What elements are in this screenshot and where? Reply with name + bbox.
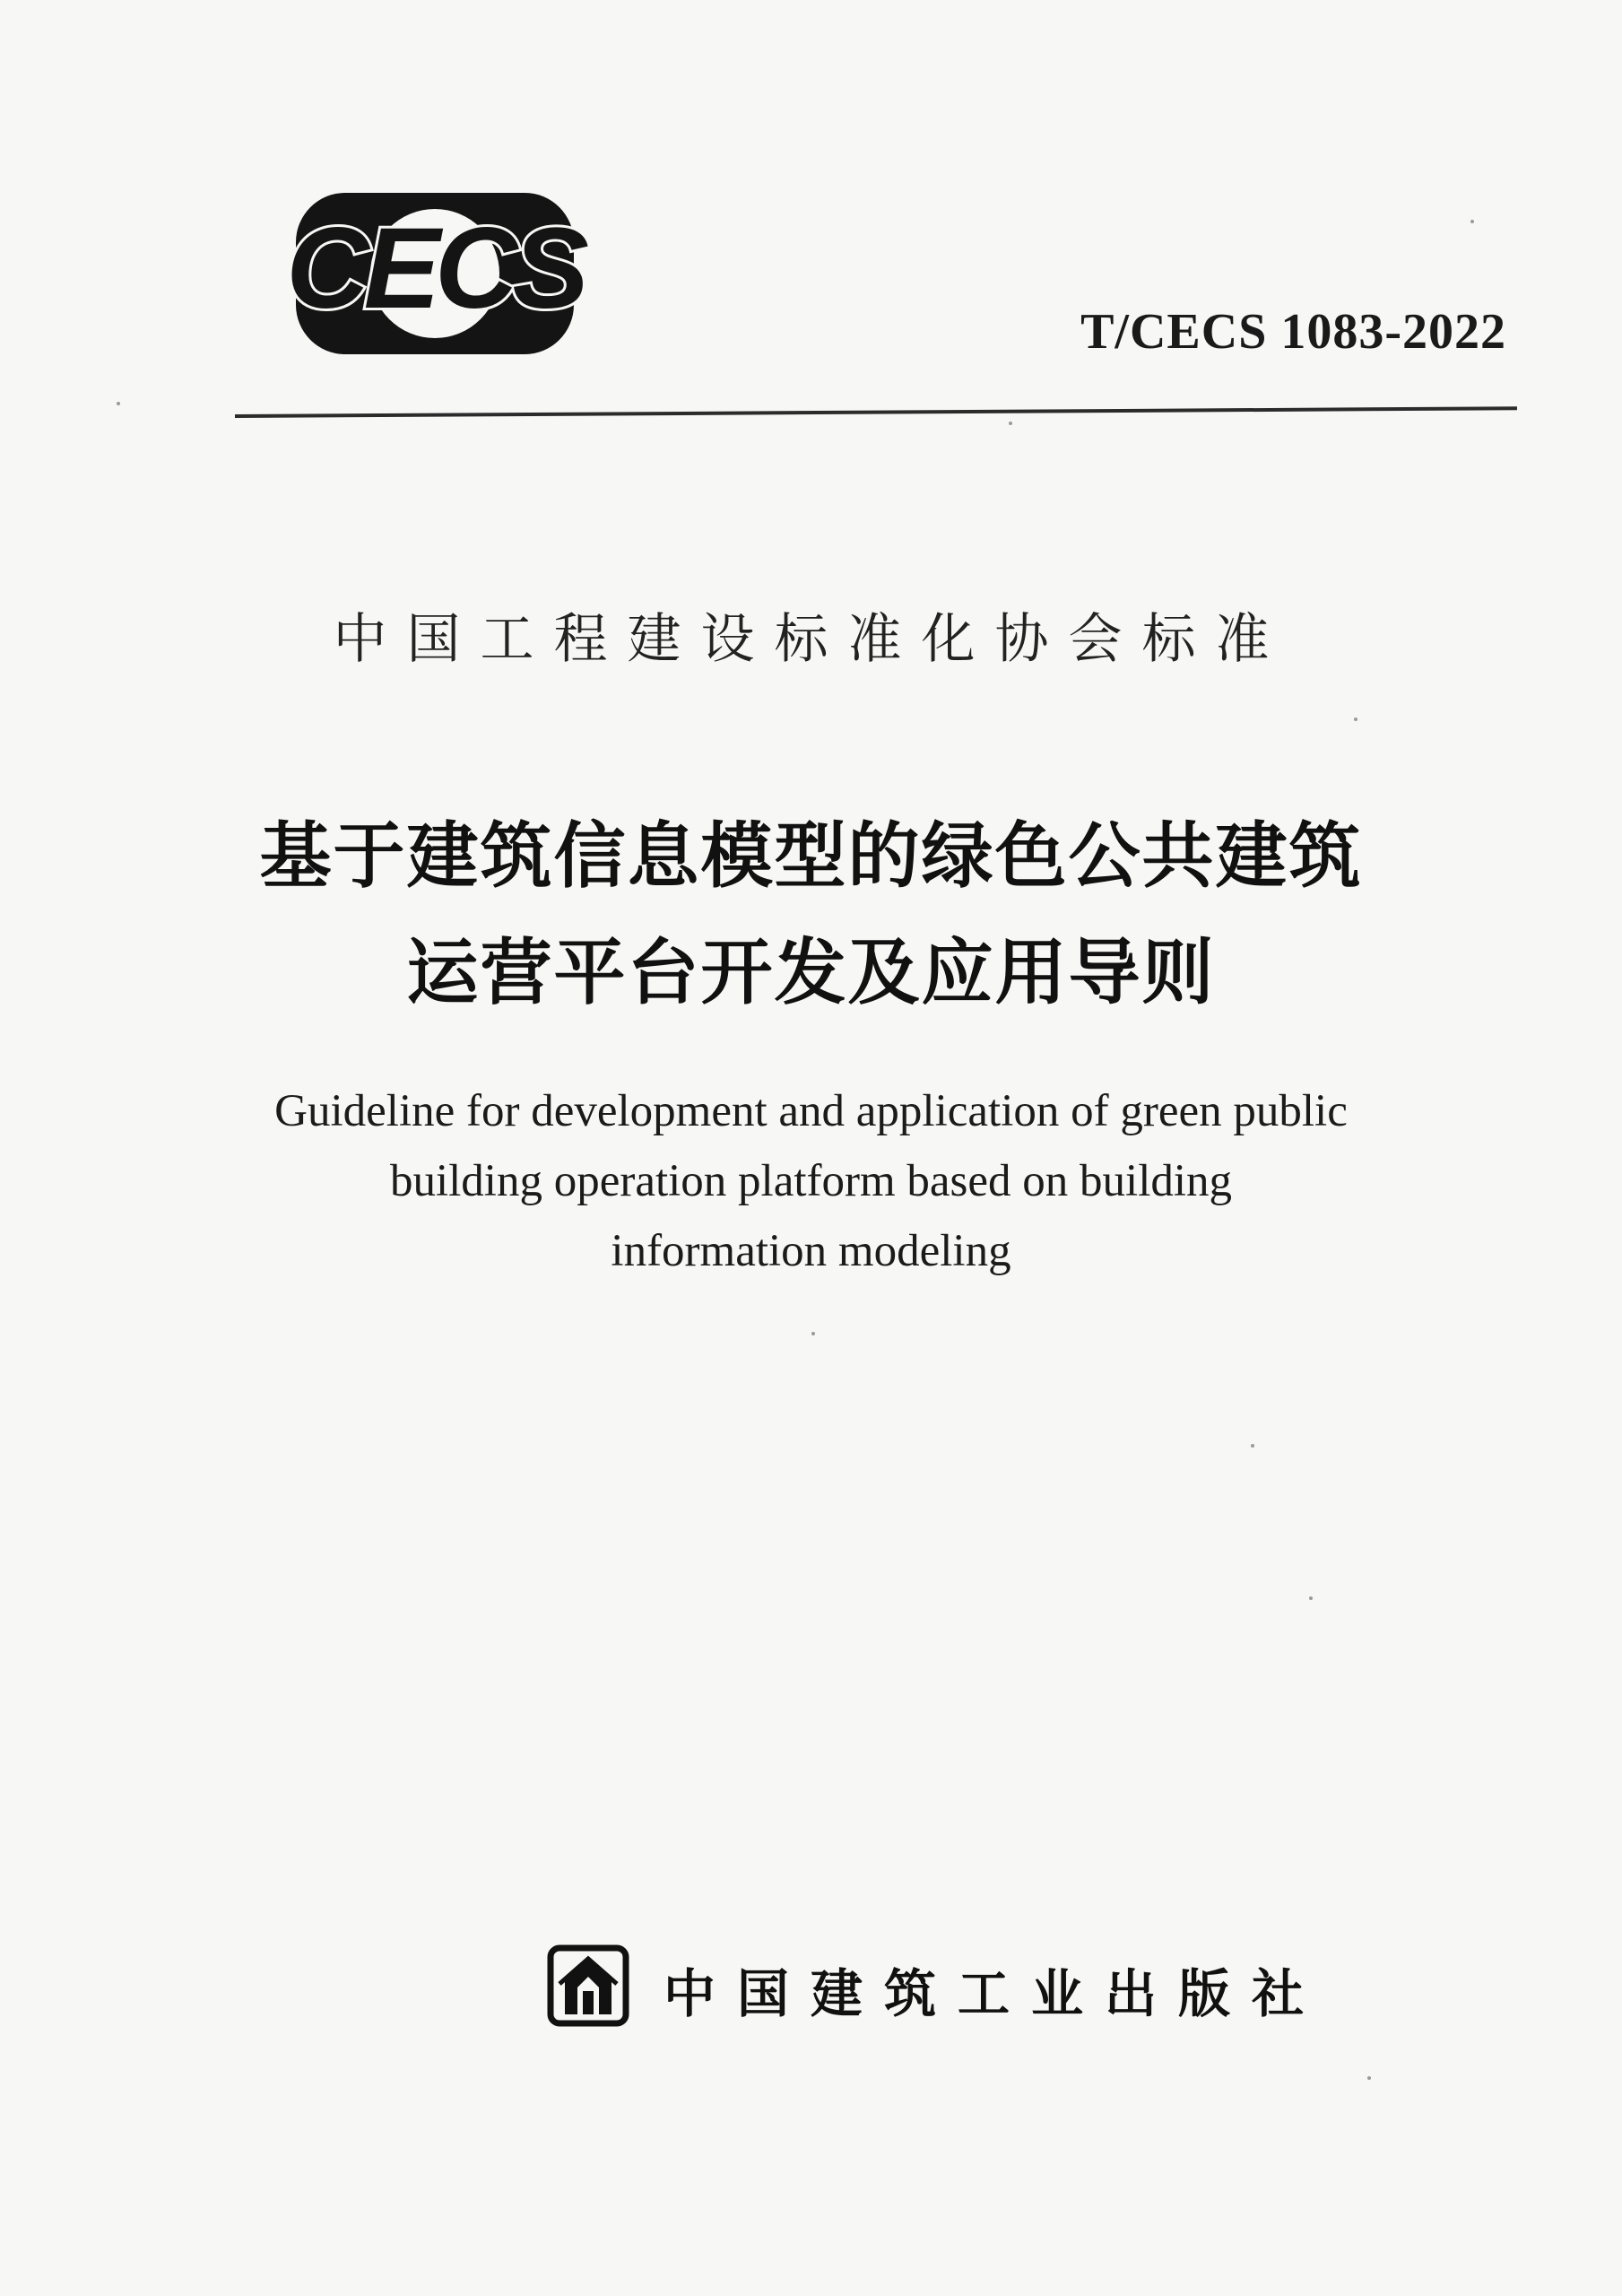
english-title-line-2: building operation platform based on building (389, 1156, 1233, 1206)
chinese-title-line-1: 基于建筑信息模型的绿色公共建筑 (259, 814, 1363, 898)
scan-speck (1470, 220, 1474, 223)
english-title-line-1: Guideline for development and application of green public (274, 1086, 1348, 1136)
chinese-title-line-2: 运营平台开发及应用导则 (406, 931, 1216, 1014)
cecs-logo-icon (260, 184, 610, 363)
english-title-line-3: information modeling (611, 1226, 1011, 1276)
scan-speck (1309, 1596, 1313, 1600)
standard-number: T/CECS 1083-2022 (1080, 304, 1506, 360)
scan-speck (1354, 718, 1357, 721)
scan-speck (811, 1332, 815, 1335)
publisher-emblem-icon (547, 1944, 629, 2027)
scan-speck (1009, 422, 1012, 425)
organization-line: 中国工程建设标准化协会标准 (333, 608, 1289, 671)
header-divider (235, 406, 1517, 418)
publisher-name: 中国建筑工业出版社 (664, 1963, 1326, 2024)
scan-speck (1251, 1444, 1254, 1448)
logo-lettering: CECS (286, 204, 584, 333)
scan-speck (1367, 2076, 1371, 2080)
scan-speck (117, 402, 120, 405)
cecs-logo (260, 184, 610, 363)
